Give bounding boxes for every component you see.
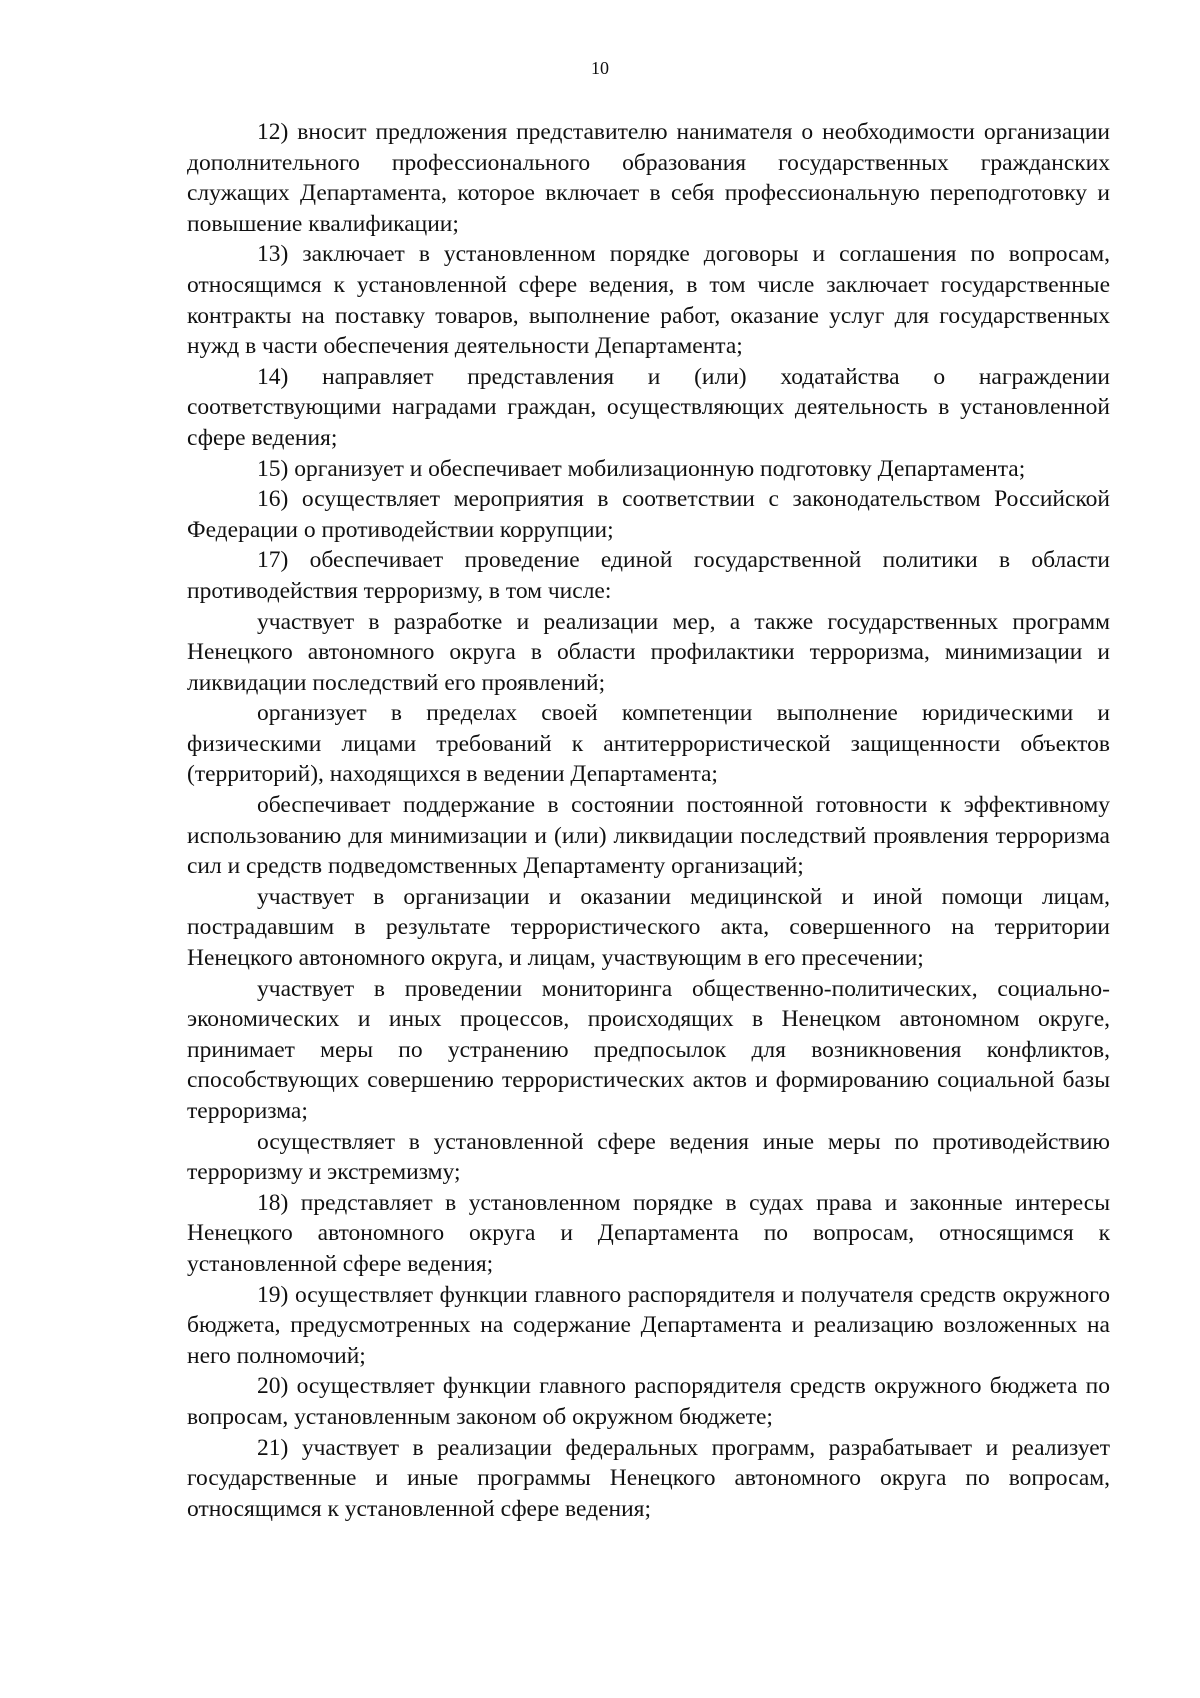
paragraph-17-item-3: обеспечивает поддержание в состоянии постоянной готовности к эффективному использованию для минимизации и (или) ликвидации последствий проявления терроризма сил и средств подведомственных Департаменту организаций; [187,792,1110,880]
paragraph-16: 16) осуществляет мероприятия в соответствии с законодательством Российской Федерации о противодействии коррупции; [187,486,1110,543]
paragraph-14: 14) направляет представления и (или) ходатайства о награждении соответствующими наградами граждан, осуществляющих деятельность в установленной сфере ведения; [187,363,1110,451]
paragraph-15: 15) организует и обеспечивает мобилизационную подготовку Департамента; [257,455,1026,482]
paragraph-12: 12) вносит предложения представителю нанимателя о необходимости организации дополнительного профессионального образования государственных гражданских служащих Департамента, которое включает в себя профессиональную переподготовку и повышение квалификации; [187,119,1110,237]
paragraph-21: 21) участвует в реализации федеральных программ, разрабатывает и реализует государственные и иные программы Ненецкого автономного округа по вопросам, относящимся к установленной сфере ведения; [187,1434,1110,1522]
page-number: 10 [591,58,609,78]
document-body [187,117,1110,1524]
paragraph-18: 18) представляет в установленном порядке в судах права и законные интересы Ненецкого автономного округа и Департамента по вопросам, относящимся к установленной сфере ведения; [187,1189,1110,1277]
paragraph-17: 17) обеспечивает проведение единой государственной политики в области противодействия терроризму, в том числе: [187,547,1110,604]
paragraph-17-item-4: участвует в организации и оказании медицинской и иной помощи лицам, пострадавшим в результате террористического акта, совершенного на территории Ненецкого автономного округа, и лицам, участвующим в его пресечении; [187,883,1110,972]
paragraph-17-item-6: осуществляет в установленной сфере ведения иные меры по противодействию терроризму и экстремизму; [187,1128,1110,1186]
paragraph-17-item-2: организует в пределах своей компетенции выполнение юридическими и физическими лицами требований к антитеррористической защищенности объектов (территорий), находящихся в ведении Департамента; [187,700,1110,788]
paragraph-17-item-1: участвует в разработке и реализации мер, а также государственных программ Ненецкого автономного округа в области профилактики терроризма, минимизации и ликвидации последствий его проявлений; [187,608,1110,696]
paragraph-19: 19) осуществляет функции главного распорядителя и получателя средств окружного бюджета, предусмотренных на содержание Департамента и реализацию возложенных на него полномочий; [187,1281,1110,1369]
paragraph-17-item-5: участвует в проведении мониторинга общественно-политических, социально-экономических и иных процессов, происходящих в Ненецком автономном округе, принимает меры по устранению предпосылок для возникновения конфликтов, способствующих совершению террористических актов и формированию социальной базы терроризма; [187,975,1110,1124]
paragraph-20: 20) осуществляет функции главного распорядителя средств окружного бюджета по вопросам, установленным законом об окружном бюджете; [187,1373,1110,1430]
paragraph-13: 13) заключает в установленном порядке договоры и соглашения по вопросам, относящимся к установленной сфере ведения, в том числе заключает государственные контракты на поставку товаров, выполнение работ, оказание услуг для государственных нужд в части обеспечения деятельности Департамента; [187,241,1110,360]
